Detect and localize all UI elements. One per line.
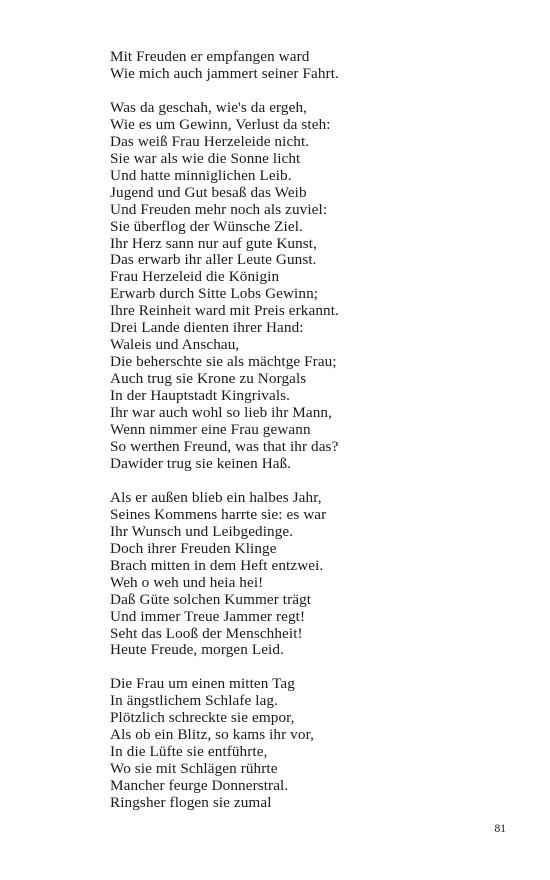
stanza xyxy=(110,676,510,812)
poem-line: Die beherschte sie als mächtge Frau; xyxy=(110,353,337,371)
poem-line: Erwarb durch Sitte Lobs Gewinn; xyxy=(110,285,319,303)
poem-line: Doch ihrer Freuden Klinge xyxy=(110,539,277,557)
poem-line: Wie mich auch jammert seiner Fahrt. xyxy=(110,64,339,82)
poem-line: Als er außen blieb ein halbes Jahr, xyxy=(110,488,322,506)
poem-line: Mit Freuden er empfangen ward xyxy=(110,48,310,65)
poem-line: Wo sie mit Schlägen rührte xyxy=(110,760,278,778)
poem-line: Auch trug sie Krone zu Norgals xyxy=(110,370,307,388)
poem-line: In die Lüfte sie entführte, xyxy=(110,743,268,761)
poem-line: Das erwarb ihr aller Leute Gunst. xyxy=(110,251,317,269)
poem-line: Ihr Wunsch und Leibgedinge. xyxy=(110,522,294,540)
poem-line: Waleis und Anschau, xyxy=(110,336,240,354)
poem-line: Ringsher flogen sie zumal xyxy=(110,794,272,812)
poem-line: Sie war als wie die Sonne licht xyxy=(110,149,301,167)
poem-line: Wenn nimmer eine Frau gewann xyxy=(110,421,311,439)
stanza xyxy=(110,490,510,660)
poem-line: Als ob ein Blitz, so kams ihr vor, xyxy=(110,726,315,744)
stanza xyxy=(110,100,510,473)
stanza xyxy=(110,49,510,83)
poem-line: Mancher feurge Donnerstral. xyxy=(110,777,289,795)
poem-line: Ihr war auch wohl so lieb ihr Mann, xyxy=(110,404,332,422)
poem-line: Jugend und Gut besaß das Weib xyxy=(110,183,307,201)
poem-line: Weh o weh und heia hei! xyxy=(110,573,264,591)
poem-line: Plötzlich schreckte sie empor, xyxy=(110,709,295,727)
poem-text xyxy=(110,49,510,829)
poem-line: Das weiß Frau Herzeleide nicht. xyxy=(110,132,310,150)
poem-line: So werthen Freund, was that ihr das? xyxy=(110,437,339,455)
poem-line: In der Hauptstadt Kingrivals. xyxy=(110,387,291,405)
poem-line: Seines Kommens harrte sie: es war xyxy=(110,505,327,523)
poem-line: Frau Herzeleid die Königin xyxy=(110,268,280,286)
poem-line: Was da geschah, wie's da ergeh, xyxy=(110,98,308,116)
poem-line: Die Frau um einen mitten Tag xyxy=(110,675,295,693)
poem-line: Daß Güte solchen Kummer trägt xyxy=(110,590,312,608)
poem-line: Und immer Treue Jammer regt! xyxy=(110,607,306,625)
poem-line: In ängstlichem Schlafe lag. xyxy=(110,692,279,710)
poem-line: Und hatte minniglichen Leib. xyxy=(110,166,292,184)
poem-line: Dawider trug sie keinen Haß. xyxy=(110,454,292,472)
poem-line: Sie überflog der Wünsche Ziel. xyxy=(110,217,303,235)
poem-line: Drei Lande dienten ihrer Hand: xyxy=(110,319,304,337)
poem-line: Wie es um Gewinn, Verlust da steh: xyxy=(110,115,331,133)
poem-line: Brach mitten in dem Heft entzwei. xyxy=(110,556,324,574)
poem-line: Seht das Looß der Menschheit! xyxy=(110,624,303,642)
page-number: 81 xyxy=(494,823,506,835)
poem-line: Und Freuden mehr noch als zuviel: xyxy=(110,200,328,218)
poem-line: Heute Freude, morgen Leid. xyxy=(110,641,284,659)
poem-line: Ihr Herz sann nur auf gute Kunst, xyxy=(110,234,318,252)
poem-line: Ihre Reinheit ward mit Preis erkannt. xyxy=(110,302,339,320)
